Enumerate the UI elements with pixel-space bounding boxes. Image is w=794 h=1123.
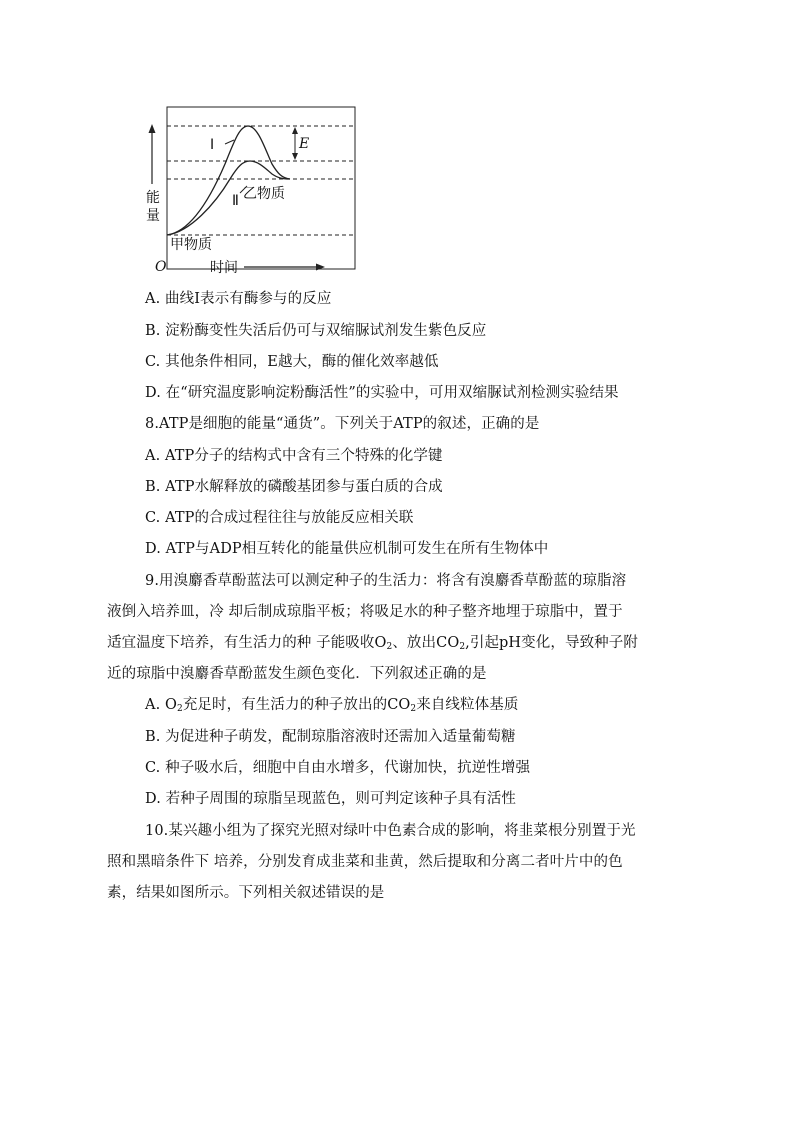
y-axis-label-2: 量 [146, 208, 160, 224]
curve-i-leader [225, 140, 234, 144]
curve-i-label: I [210, 137, 215, 153]
x-axis-label: 时间 [210, 260, 238, 276]
substrate-label: 甲物质 [170, 237, 212, 253]
q9-option-b: B. 为促进种子萌发，配制琼脂溶液时还需加入适量葡萄糖 [145, 729, 516, 745]
q9-option-a-part-3: 来自线粒体基质 [416, 697, 519, 713]
curve-ii-label: Ⅱ [232, 193, 239, 209]
energy-label: E [299, 136, 310, 152]
q9-option-c: C. 种子吸水后，细胞中自由水增多，代谢加快，抗逆性增强 [145, 760, 531, 776]
q9-option-a-co2-subscript: 2 [410, 704, 417, 714]
q9-stem-line-3 [107, 633, 638, 653]
q8-stem: 8.ATP是细胞的能量“通货”。下列关于ATP的叙述，正确的是 [145, 416, 540, 432]
q9-stem-line-3-part-a: 适宜温度下培养，有生活力的种 子能吸收O [107, 635, 387, 651]
q9-option-a [145, 695, 518, 715]
energy-diagram-svg [140, 104, 358, 276]
q8-option-b: B. ATP水解释放的磷酸基团参与蛋白质的合成 [145, 479, 443, 495]
e-arrow-bottom [292, 153, 298, 160]
q10-stem-line-3: 素，结果如图所示。下列相关叙述错误的是 [107, 885, 385, 901]
q7-option-d: D. 在“研究温度影响淀粉酶活性”的实验中，可用双缩脲试剂检测实验结果 [145, 385, 619, 401]
q9-stem-line-3-part-b: 、放出CO [392, 635, 460, 651]
q10-stem-line-1: 10.某兴趣小组为了探究光照对绿叶中色素合成的影响，将韭菜根分别置于光 [145, 823, 636, 839]
origin-label: O [155, 259, 167, 275]
q8-option-c: C. ATP的合成过程往往与放能反应相关联 [145, 510, 414, 526]
q9-stem-line-2: 液倒入培养皿，冷 却后制成琼脂平板；将吸足水的种子整齐地埋于琼脂中，置于 [107, 604, 623, 620]
q9-stem-line-4: 近的琼脂中溴麝香草酚蓝发生颜色变化．下列叙述正确的是 [107, 666, 487, 682]
q8-option-d: D. ATP与ADP相互转化的能量供应机制可发生在所有生物体中 [145, 541, 549, 557]
y-axis-label-1: 能 [146, 190, 160, 206]
q7-option-c: C. 其他条件相同，E越大，酶的催化效率越低 [145, 354, 439, 370]
q9-option-d: D. 若种子周围的琼脂呈现蓝色，则可判定该种子具有活性 [145, 791, 517, 807]
q9-co2-subscript: 2 [459, 642, 466, 652]
y-axis-arrowhead [149, 124, 156, 133]
q9-stem-line-1: 9.用溴麝香草酚蓝法可以测定种子的生活力：将含有溴麝香草酚蓝的琼脂溶 [145, 573, 627, 589]
q9-option-a-o2-subscript: 2 [176, 704, 183, 714]
q9-stem-line-3-part-c: ,引起pH变化，导致种子附 [465, 635, 638, 651]
q8-option-a: A. ATP分子的结构式中含有三个特殊的化学键 [145, 448, 443, 464]
e-arrow-top [292, 127, 298, 134]
product-label: 乙物质 [243, 186, 285, 202]
q9-option-a-part-1: A. O [145, 697, 177, 713]
q7-option-b: B. 淀粉酶变性失活后仍可与双缩脲试剂发生紫色反应 [145, 323, 487, 339]
q7-option-a: A. 曲线Ⅰ表示有酶参与的反应 [145, 291, 332, 307]
q9-o2-subscript: 2 [386, 642, 393, 652]
q10-stem-line-2: 照和黑暗条件下 培养，分别发育成韭菜和韭黄，然后提取和分离二者叶片中的色 [107, 854, 623, 870]
energy-diagram [140, 104, 358, 276]
q9-option-a-part-2: 充足时，有生活力的种子放出的CO [182, 697, 411, 713]
